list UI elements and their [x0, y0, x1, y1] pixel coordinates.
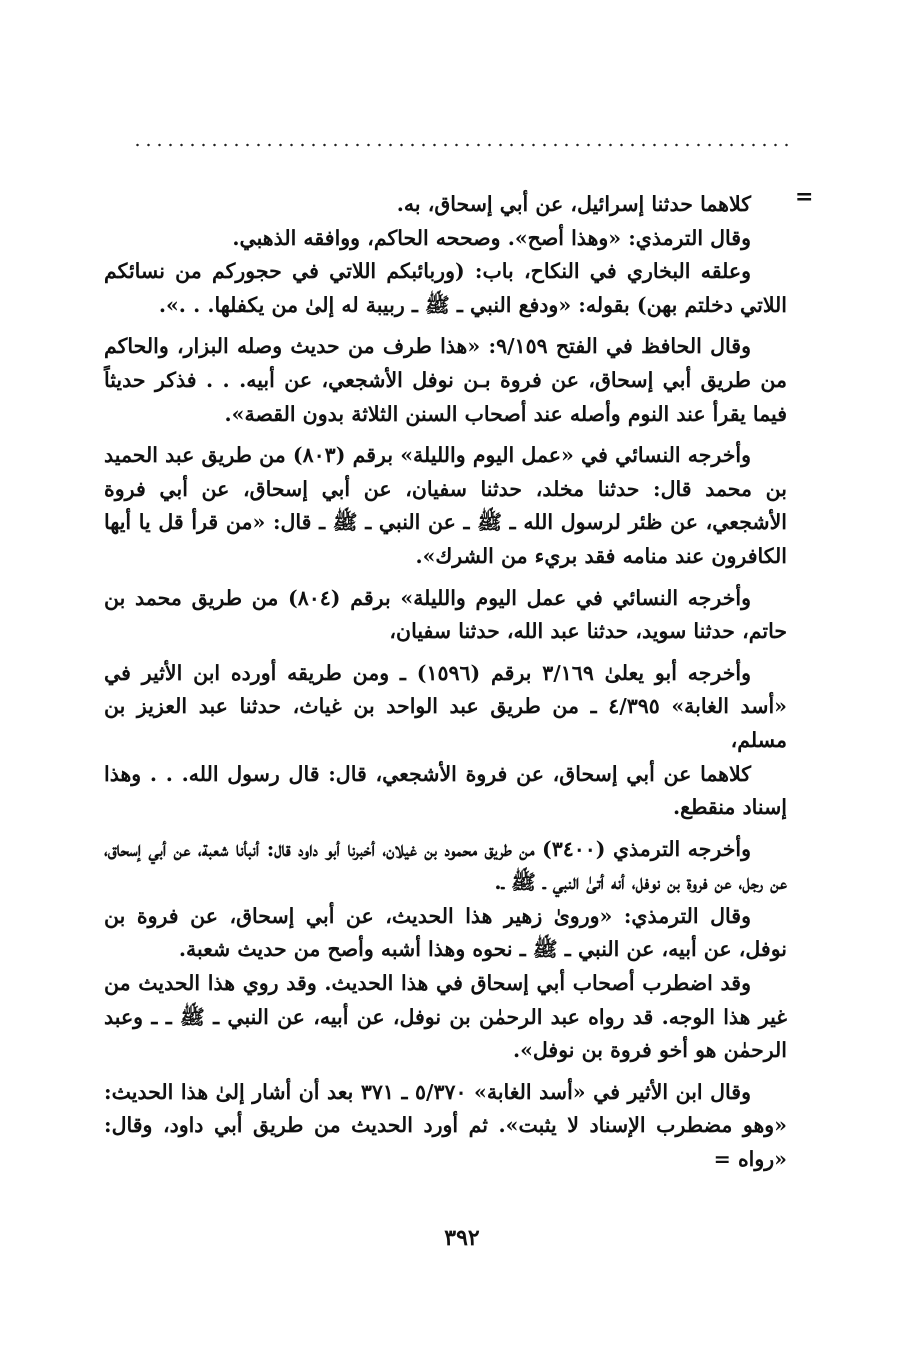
paragraph: وأخرجه أبو يعلىٰ ٣/١٦٩ برقم (١٥٩٦) ـ ومن طريقه أورده ابن الأثير في «أسد الغابة» ٤/٣٩٥ ـ من طريق عبد الواحد بن غياث، حدثنا عبد العزيز بن مسلم، [104, 660, 787, 752]
paragraph: وأخرجه النسائي في «عمل اليوم والليلة» برقم (٨٠٣) من طريق عبد الحميد بن محمد قال: حدثنا مخلد، حدثنا سفيان، عن أبي إسحاق، عن أبي فروة الأشجعي، عن ظئر لرسول الله ـ ﷺ ـ عن النبي ـ ﷺ ـ قال: «من قرأ قل يا أيها الكافرون عند منامه فقد بريء من الشرك». [104, 443, 787, 568]
dotted-separator [132, 143, 792, 147]
paragraph: وقال ابن الأثير في «أسد الغابة» ٥/٣٧٠ ـ ٣٧١ بعد أن أشار إلىٰ هذا الحديث: «وهو مضطرب الإسناد لا يثبت». ثم أورد الحديث من طريق أبي داود، وقال: «رواه = [104, 1079, 787, 1172]
paragraph: وأخرجه النسائي في عمل اليوم والليلة» برقم (٨٠٤) من طريق محمد بن حاتم، حدثنا سويد، حدثنا عبد الله، حدثنا سفيان، [104, 585, 787, 644]
paragraph: وقال الترمذي: «وهذا أصح». وصححه الحاكم، ووافقه الذهبي. [232, 225, 751, 250]
paragraph: كلاهما عن أبي إسحاق، عن فروة الأشجعي، قال: قال رسول الله. . . وهذا إسناد منقطع. [104, 761, 787, 820]
paragraph: وعلقه البخاري في النكاح، باب: (وربائبكم اللاتي في حجوركم من نسائكم اللاتي دخلتم بهن) بقوله: «ودفع النبي ـ ﷺ ـ ربيبة له إلىٰ من يكفلها. . .». [104, 259, 787, 317]
paragraph: وأخرجه الترمذي (٣٤٠٠) من طريق محمود بن غيلان، أخبرنا أبو داود قال: أنبأنا شعبة، عن أبي إسحاق، عن رجل، عن فروة بن نوفل، أنه أتىٰ النبي ـ ﷺ ـ. [104, 836, 787, 895]
continuation-mark: = [795, 184, 814, 210]
footnote-body [104, 188, 787, 1177]
page-number: ٣٩٢ [444, 1225, 480, 1251]
paragraph: كلاهما حدثنا إسرائيل، عن أبي إسحاق، به. [396, 192, 751, 216]
paragraph: وقال الترمذي: «ورویٰ زهير هذا الحديث، عن أبي إسحاق، عن فروة بن نوفل، عن أبيه، عن النبي ـ ﷺ ـ نحوه وهذا أشبه وأصح من حديث شعبة. [104, 903, 787, 962]
paragraph: وقال الحافظ في الفتح ٩/١٥٩: «هذا طرف من حديث وصله البزار، والحاكم من طريق أبي إسحاق، عن فروة بـن نوفل الأشجعي، عن أبيه. . . فذكر حديثاً فيما يقرأ عند النوم وأصله عند أصحاب السنن الثلاثة بدون القصة». [104, 334, 787, 426]
paragraph: وقد اضطرب أصحاب أبي إسحاق في هذا الحديث. وقد روي هذا الحديث من غير هذا الوجه. قد رواه عبد الرحمٰن بن نوفل، عن أبيه، عن النبي ـ ﷺ ـ ـ وعبد الرحمٰن هو أخو فروة بن نوفل». [104, 971, 787, 1063]
